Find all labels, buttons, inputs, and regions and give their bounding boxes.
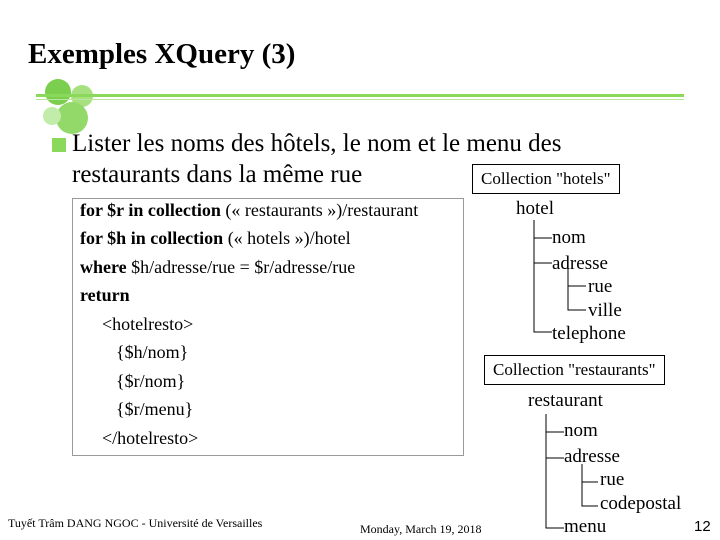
code-line-2 <box>80 228 351 249</box>
footer-author: Tuyết Trâm DANG NGOC - Université de Versailles <box>8 516 263 530</box>
restaurants-tree-menu: menu <box>564 516 607 537</box>
code-line-1 <box>80 200 418 221</box>
restaurants-tree-rue: rue <box>600 469 625 490</box>
code-line-8: {$r/menu} <box>116 399 194 419</box>
keyword-return: return <box>80 285 130 305</box>
code-line-3 <box>80 257 355 278</box>
code-var: $r <box>102 200 129 220</box>
restaurants-tree-adresse: adresse <box>564 446 620 467</box>
decorative-circles-graphic <box>38 78 118 138</box>
hotels-tree-adresse: adresse <box>552 253 608 274</box>
slide-title: Exemples XQuery (3) <box>28 38 296 70</box>
hotels-tree-nom: nom <box>552 227 586 248</box>
bullet-text-line1: Lister les noms des hôtels, le nom et le menu des <box>72 130 562 157</box>
code-line-7: {$r/nom} <box>116 371 186 391</box>
code-var: $h <box>102 228 131 248</box>
restaurants-collection-label: Collection "restaurants" <box>484 355 665 385</box>
bullet-square-icon <box>52 138 66 152</box>
footer-date: Monday, March 19, 2018 <box>360 522 482 536</box>
code-text: $h/adresse/rue = $r/adresse/rue <box>126 257 356 277</box>
hotels-tree-root: hotel <box>516 198 554 219</box>
keyword-in-collection: in collection <box>130 228 224 248</box>
hotels-tree-telephone: telephone <box>552 323 626 344</box>
restaurants-tree-codepostal: codepostal <box>600 493 682 514</box>
code-text: (« hotels »)/hotel <box>223 228 351 248</box>
hotels-tree-ville: ville <box>588 300 622 321</box>
hotels-collection-label: Collection "hotels" <box>472 164 620 194</box>
keyword-where: where <box>80 257 127 277</box>
code-line-5: <hotelresto> <box>102 314 194 334</box>
page-number: 12 <box>694 518 711 535</box>
title-rule <box>36 94 684 97</box>
bullet-text-line2: restaurants dans la même rue <box>72 161 363 188</box>
code-line-6: {$h/nom} <box>116 342 189 362</box>
hotels-tree-rue: rue <box>588 276 613 297</box>
restaurants-tree-root: restaurant <box>528 390 603 411</box>
title-rule-thin <box>36 99 684 100</box>
keyword-for: for <box>80 228 103 248</box>
code-line-4 <box>80 285 130 306</box>
keyword-for: for <box>80 200 103 220</box>
code-text: (« restaurants »)/restaurant <box>220 200 419 220</box>
keyword-in-collection: in collection <box>128 200 221 220</box>
restaurants-tree-nom: nom <box>564 420 598 441</box>
code-line-9: </hotelresto> <box>102 428 199 448</box>
